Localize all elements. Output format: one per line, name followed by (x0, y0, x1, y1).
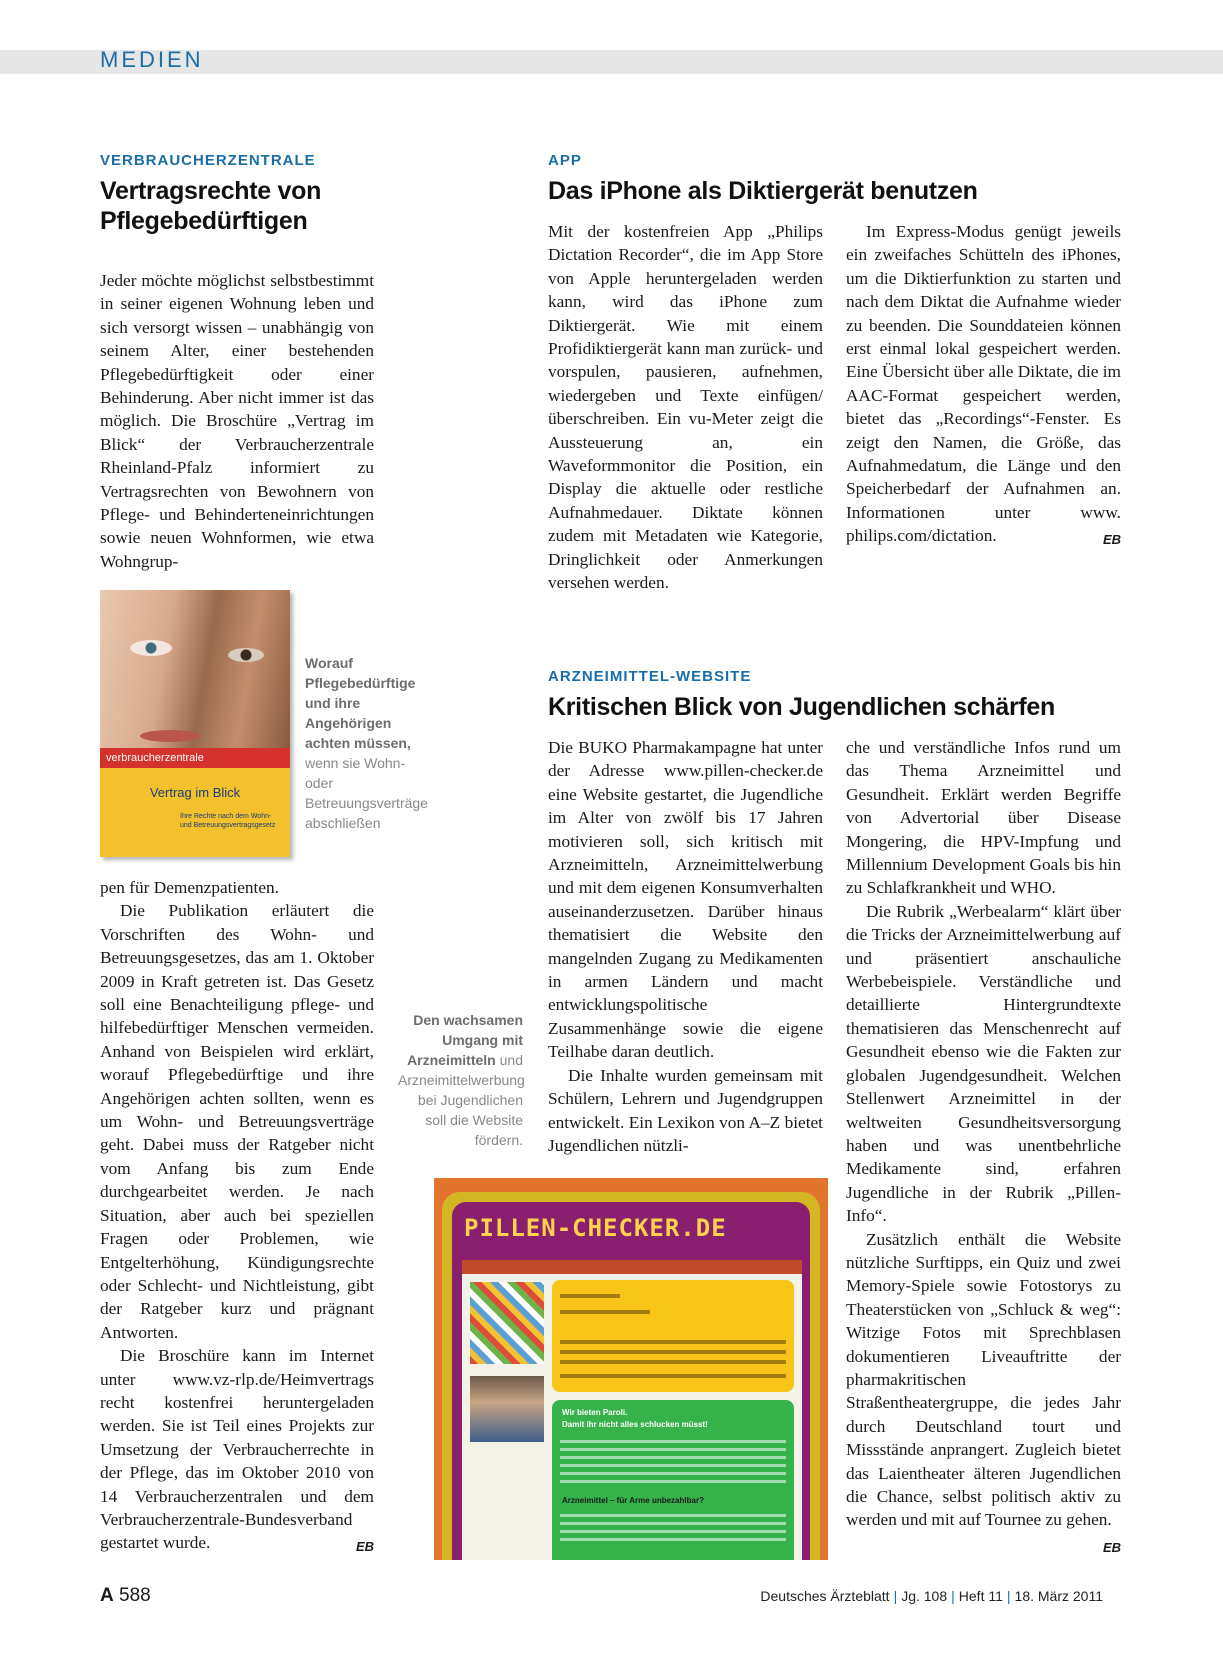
article3-paragraph: Die BUKO Pharmakampagne hat unter der Adresse www.pillen-checker.de eine Website gestartet, die Jugendliche im Alter von zwölf bis 17 Jahren motivieren soll, sich kritisch mit Arzneimitteln, Arzneimittelwerbung und mit dem eigenen Konsumverhalten auseinanderzusetzen. Darüber hinaus thematisiert die Website den mangelnden Zugang zu Medikamenten in armen Ländern und macht entwicklungspolitische Zusammenhänge sowie die eigene Teilhabe daran deutlich. (548, 738, 823, 1062)
website-box-subtitle: Damit ihr nicht alles schlucken müsst! (562, 1420, 708, 1429)
article2-kicker: APP (548, 152, 582, 169)
article3-col2 (846, 736, 1121, 1559)
text-line (560, 1530, 786, 1533)
article1-kicker: VERBRAUCHERZENTRALE (100, 152, 316, 169)
article1-caption (305, 653, 435, 833)
footer-volume: Jg. 108 (901, 1588, 948, 1604)
article1-paragraph: Die Publikation erläutert die Vorschriften des Wohn- und Betreuungsgesetzes, das am 1. Oktober 2009 in Kraft getreten ist. Das Gesetz soll eine Benachteiligung pflege- und hilfebedürftiger Menschen vermeiden. Anhand von Beispielen wird erklärt, worauf Pflegebedürftige und ihre Angehörigen achten sollten, wenn es um Wohn- und Betreuungsverträge geht. Dabei muss der Ratgeber nicht vom Anfang bis zum Ende durchgearbeitet werden. Je nach Situation, aber auch bei speziellen Fragen oder Problemen, wie Entgelterhöhung, Kündigungsrechte oder Schlecht- und Nichtleistung, gibt der Ratgeber kurz und prägnant Antworten. (100, 901, 374, 1342)
article1-paragraph: Jeder möchte möglichst selbstbestimmt in seiner eigenen Wohnung leben und sich versorgt wissen – unabhängig von seinem Alter, einer bestehenden Pflegebedürftigkeit oder einer Behinderung. Aber nicht immer ist das möglich. Die Broschüre „Vertrag im Blick“ der Verbraucherzentrale Rheinland-Pfalz informiert zu Vertragsrechten von Bewohnern von Pflege- und Behinderteneinrichtungen sowie neuen Wohnformen, wie etwa Wohngrup- (100, 271, 374, 571)
text-line (560, 1360, 786, 1364)
article2-col2-text: Im Express-Modus genügt jeweils ein zweifaches Schütteln des iPhones, um die Diktierfunktion zu starten und nach dem Diktat die Aufnahme wieder zu beenden. Die Sounddateien können erst einmal lokal gespeichert werden. Eine Übersicht über alle Diktate, die im AAC-Format gespeichert werden, bietet das „Recordings“-Fenster. Es zeigt den Namen, die Größe, das Aufnahmedatum, die Länge und den Speicherbedarf der Aufnahmen an. Informationen unter www. philips.com/dictation. (846, 222, 1121, 546)
website-box2-title: Arzneimittel – für Arme unbezahlbar? (562, 1496, 704, 1505)
article3-col1 (548, 736, 823, 1157)
article2-paragraph (846, 220, 1121, 548)
text-line (560, 1340, 786, 1344)
text-line (560, 1374, 786, 1378)
text-line (560, 1448, 786, 1451)
cover-subtitle: Ihre Rechte nach dem Wohn- und Betreuungsvertragsgesetz (180, 813, 276, 829)
faces-photo (100, 590, 290, 748)
article1-body-part2 (100, 876, 374, 1559)
article1-body-part1 (100, 269, 374, 573)
footer-issue: Heft 11 (958, 1588, 1003, 1604)
article2-headline: Das iPhone als Diktiergerät benutzen (548, 177, 978, 205)
article3-paragraph (846, 1228, 1121, 1555)
website-screenshot (434, 1178, 828, 1560)
mouth (140, 730, 200, 742)
text-line (560, 1538, 786, 1541)
page-number (100, 1585, 151, 1607)
cover-brand: verbraucherzentrale (100, 748, 290, 768)
article1-paragraph: pen für Demenzpatienten. (100, 878, 279, 897)
article1-signature: EB (355, 1539, 374, 1555)
website-info-box (552, 1400, 794, 1560)
caption-bold: Worauf Pflegebedürftige und ihre Angehörigen achten müssen, (305, 655, 416, 751)
text-line (560, 1472, 786, 1475)
footer-date: 18. März 2011 (1014, 1588, 1103, 1604)
text-line (560, 1350, 786, 1354)
article3-col2-p3-text: Zusätzlich enthält die Website nützliche Surftipps, ein Quiz und zwei Memory-Spiele sowie Fotostorys zu Theaterstücken von „Schluck & weg“: Witzige Fotos mit Sprechblasen dokumentieren Liveauftritte der pharmakritischen Straßentheatergruppe, die jedes Jahr durch Deutschland tourt und Missstände anprangert. Zugleich bietet das Laientheater älteren Jugendlichen die Chance, selbst politisch aktiv zu werden und mit auf Tournee zu gehen. (846, 1229, 1121, 1530)
article3-headline: Kritischen Blick von Jugendlichen schärfen (548, 693, 1055, 721)
text-line (560, 1294, 620, 1298)
article2-signature: EB (1102, 532, 1121, 548)
pills-photo (470, 1282, 544, 1364)
website-news-box (552, 1280, 794, 1392)
text-line (560, 1440, 786, 1443)
caption-bold: Den wachsamen Umgang mit Arzneimitteln (407, 1012, 523, 1068)
text-line (560, 1514, 786, 1517)
article1-p3-text: Die Broschüre kann im Internet unter www.vz-rlp.de/Heimvertrags recht kostenfrei heruntergeladen werden. Sie ist Teil eines Projekts zur Umsetzung der Verbraucherrechte in der Pflege, das im Oktober 2010 von 14 Verbraucherzentralen und dem Verbraucherzentrale-Bundesverband gestartet wurde. (100, 1346, 374, 1553)
section-label: MEDIEN (100, 47, 204, 72)
website-nav-bar (462, 1260, 802, 1274)
eye-left (130, 640, 172, 656)
article2-paragraph: Mit der kostenfreien App „Philips Dictation Recorder“, die im App Store von Apple heruntergeladen werden kann, wird das iPhone zum Diktiergerät. Wie mit einem Profidiktiergerät kann man zurück- und vorspulen, pausieren, aufnehmen, wiedergeben und Texte einfügen/überschreiben. Ein vu-Meter zeigt die Aussteuerung an, ein Waveformmonitor die Position, ein Display die aktuelle oder restliche Aufnahmedauer. Diktate können zudem mit Metadaten wie Kategorie, Dringlichkeit oder Anmerkungen versehen werden. (548, 222, 823, 593)
caption-rest: und Arzneimittelwerbung bei Jugendlichen soll die Website fördern. (398, 1052, 525, 1148)
article3-kicker: ARZNEIMITTEL-WEBSITE (548, 668, 752, 685)
cover-title: Vertrag im Blick (149, 785, 241, 800)
article2-col2 (846, 220, 1121, 552)
page-number-value: 588 (119, 1585, 151, 1606)
article1-paragraph (100, 1344, 374, 1555)
article2-col1 (548, 220, 823, 595)
article3-signature: EB (1102, 1539, 1121, 1555)
website-logo: PILLEN-CHECKER.DE (464, 1214, 727, 1242)
article1-headline: Vertragsrechte von Pflegebedürftigen (100, 177, 322, 235)
page-prefix: A (100, 1585, 114, 1606)
text-line (560, 1464, 786, 1467)
footer-journal-info: Deutsches Ärzteblatt | Jg. 108 | Heft 11 | 18. März 2011 (760, 1588, 1103, 1604)
brochure-cover-image (100, 590, 290, 857)
text-line (560, 1310, 650, 1314)
article3-caption (398, 1010, 523, 1150)
caption-rest: wenn sie Wohn- oder Betreuungsverträge abschließen (305, 755, 428, 831)
article3-paragraph: che und verständliche Infos rund um das Thema Arzneimittel und Gesundheit. Erklärt werden Begriffe von Advertorial über Disease Mongering, die HPV-Impfung und Millennium Development Goals bis hin zu Schlafkrankheit und WHO. (846, 738, 1121, 898)
eye-right (228, 648, 264, 662)
article3-paragraph: Die Inhalte wurden gemeinsam mit Schülern, Lehrern und Jugendgruppen entwickelt. Ein Lexikon von A–Z bietet Jugendlichen nützli- (548, 1065, 823, 1155)
article3-paragraph: Die Rubrik „Werbealarm“ klärt über die Tricks der Arzneimittelwerbung auf und präsentiert anschauliche Werbebeispiele. Verständliche und detaillierte Hintergrundtexte thematisieren das Menschenrecht auf Gesundheit ebenso wie die Fakten zur globalen Jugendgesundheit. Welchen Stellenwert Arzneimittel in der weltweiten Gesundheitsversorgung haben und was unentbehrliche Medikamente sind, erfahren Jugendliche in der Rubrik „Pillen-Info“. (846, 901, 1121, 1226)
website-box-title: Wir bieten Paroli. (562, 1408, 628, 1417)
group-photo (470, 1376, 544, 1442)
text-line (560, 1480, 786, 1483)
text-line (560, 1456, 786, 1459)
text-line (560, 1522, 786, 1525)
footer-journal: Deutsches Ärzteblatt (760, 1588, 890, 1604)
